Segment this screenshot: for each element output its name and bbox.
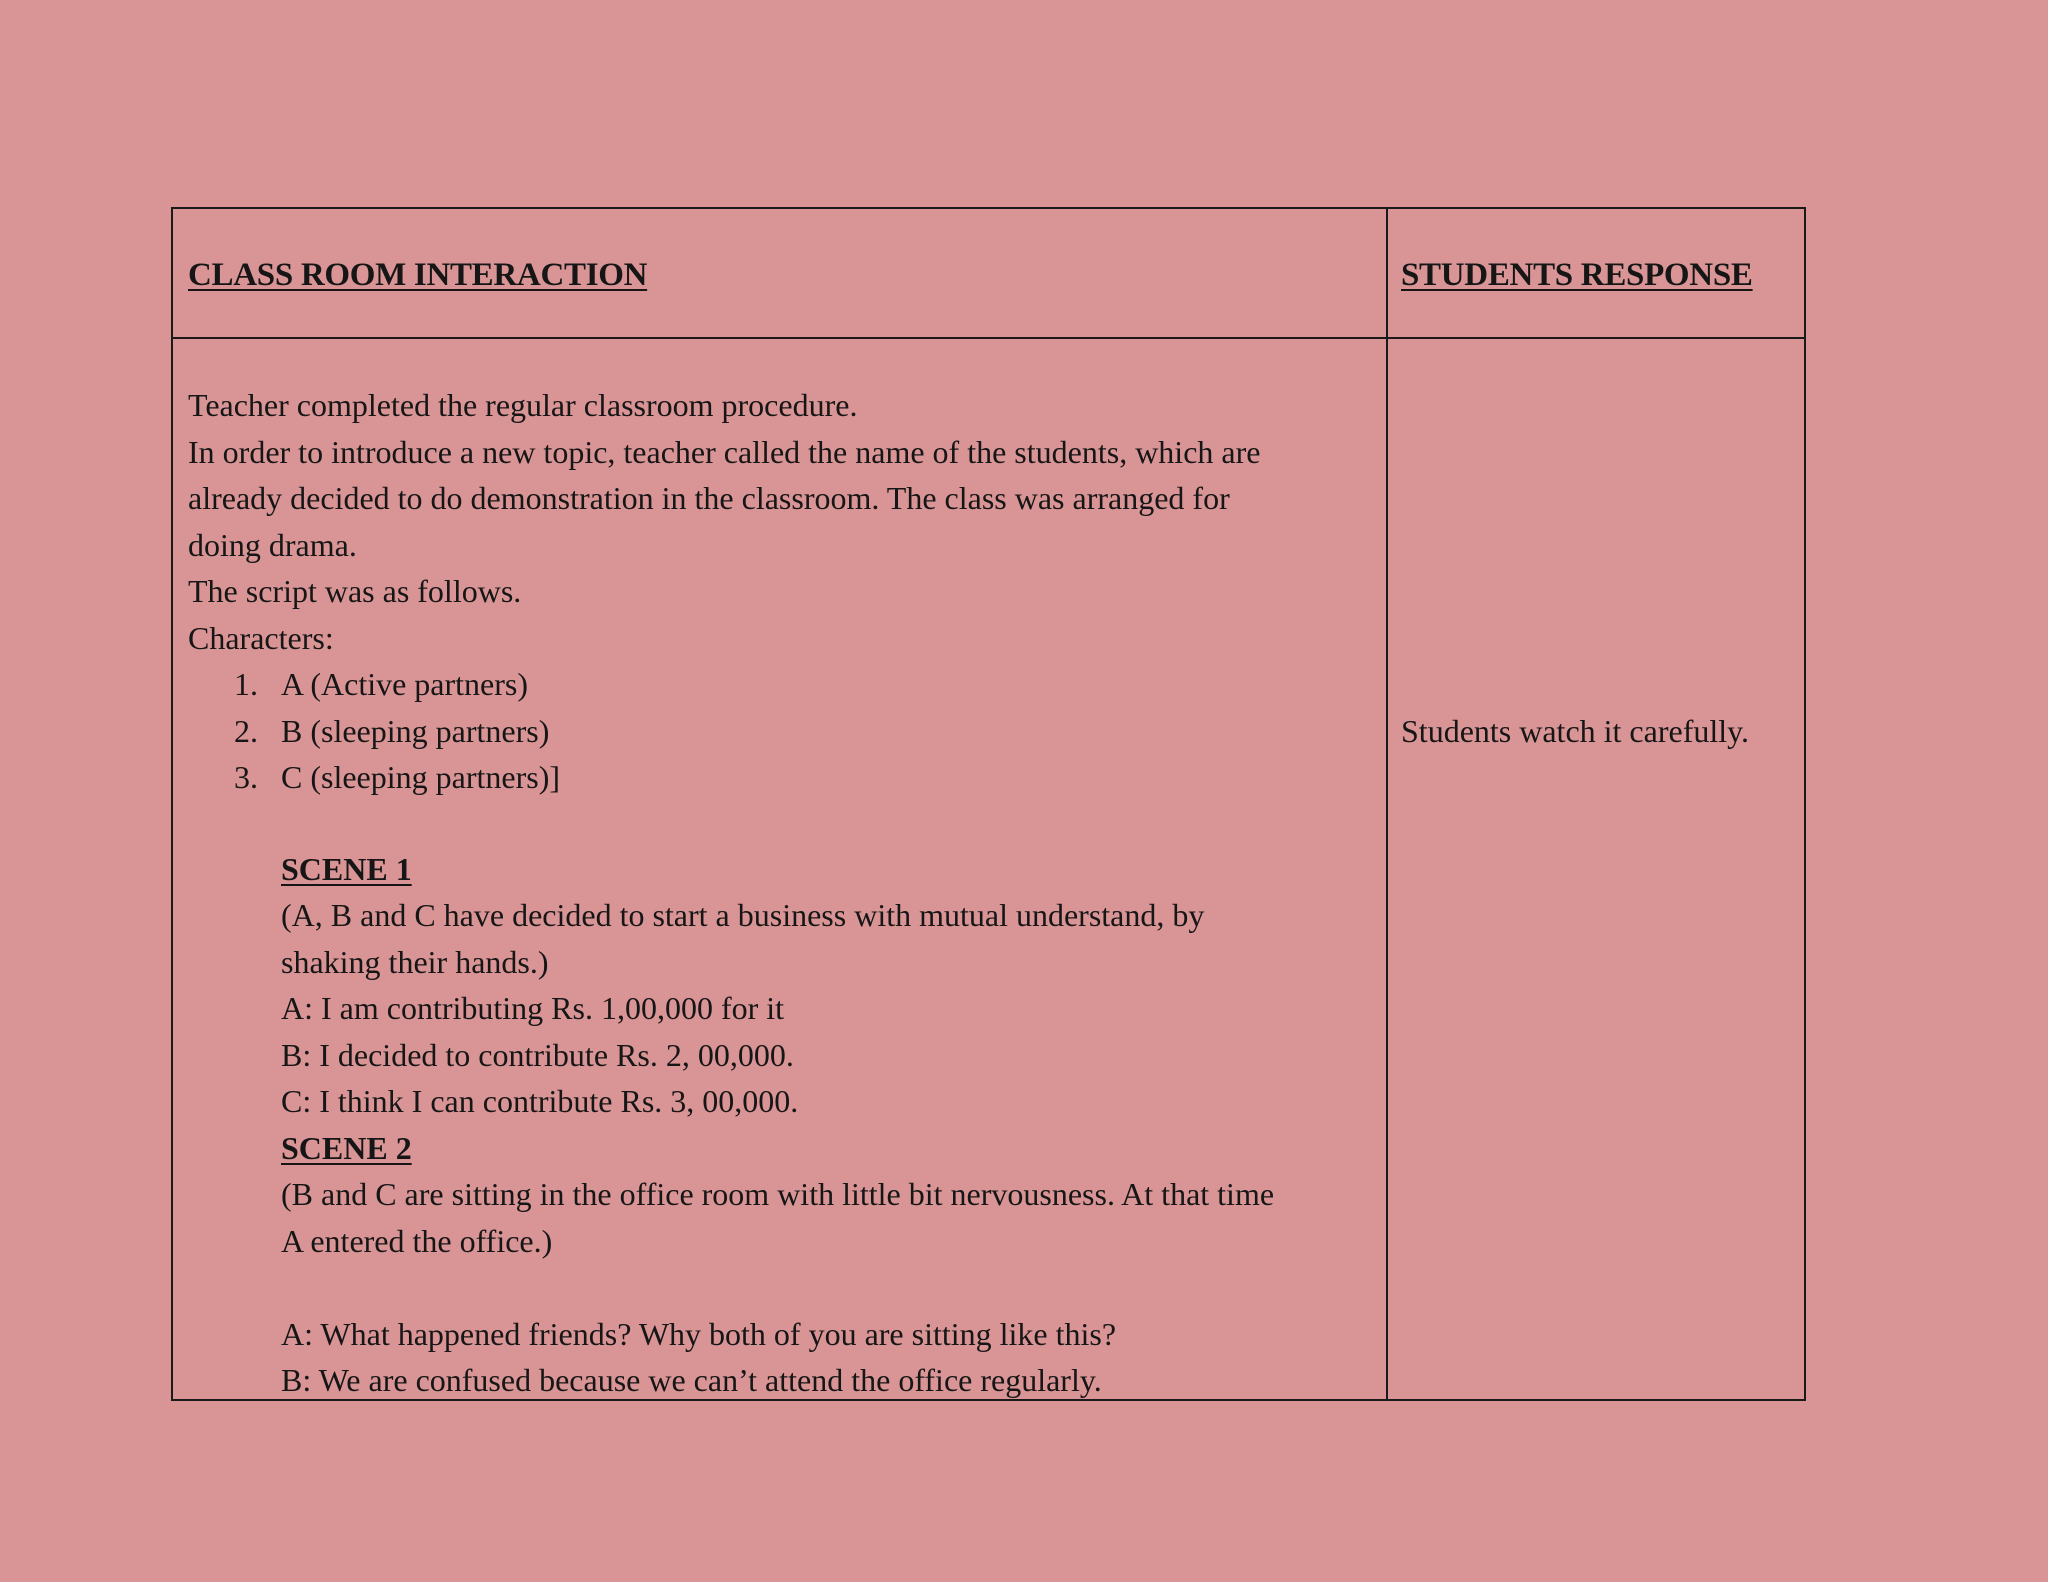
list-item — [234, 708, 1378, 755]
intro-line: already decided to do demonstration in the classroom. The class was arranged for — [188, 480, 1230, 516]
header-divider — [173, 337, 1804, 339]
spacer — [281, 801, 1378, 846]
list-number: 1. — [234, 666, 258, 702]
dialogue-line: A: What happened friends? Why both of you are sitting like this? — [281, 1315, 1117, 1352]
list-number: 3. — [234, 759, 258, 795]
list-text: B (sleeping partners) — [281, 712, 550, 749]
header-classroom-interaction: CLASS ROOM INTERACTION — [188, 257, 648, 293]
characters-list — [188, 661, 1378, 801]
intro-line: The script was as follows. — [188, 573, 522, 609]
intro-line: doing drama. — [188, 526, 357, 563]
scene-line: (A, B and C have decided to start a business with mutual understand, by — [281, 897, 1205, 933]
intro-line: Characters: — [188, 619, 334, 656]
list-text: C (sleeping partners)] — [281, 759, 561, 795]
scene-line: C: I think I can contribute Rs. 3, 00,000. — [281, 1083, 799, 1119]
scene-block — [188, 801, 1378, 1404]
scene-1-title: SCENE 1 — [281, 850, 412, 887]
intro-line: Teacher completed the regular classroom procedure. — [188, 387, 858, 423]
list-text: A (Active partners) — [281, 666, 529, 702]
dialogue-line: B: We are confused because we can’t attend the office regularly. — [281, 1362, 1102, 1398]
scene-2-title: SCENE 2 — [281, 1129, 412, 1166]
header-students-response: STUDENTS RESPONSE — [1401, 257, 1753, 293]
interaction-table — [171, 207, 1806, 1401]
spacer — [281, 1264, 1378, 1311]
column-divider — [1386, 209, 1388, 1399]
list-item — [234, 661, 1378, 708]
students-response-text: Students watch it carefully. — [1401, 713, 1750, 749]
list-item — [234, 754, 1378, 801]
scene-line: shaking their hands.) — [281, 943, 549, 980]
intro-line: In order to introduce a new topic, teacher called the name of the students, which are — [188, 433, 1261, 470]
scene-line: A: I am contributing Rs. 1,00,000 for it — [281, 990, 785, 1026]
scene-line: B: I decided to contribute Rs. 2, 00,000. — [281, 1036, 794, 1073]
list-number: 2. — [234, 712, 258, 749]
scene-line: (B and C are sitting in the office room with little bit nervousness. At that time — [281, 1176, 1275, 1212]
interaction-cell — [188, 382, 1378, 1404]
scene-line: A entered the office.) — [281, 1222, 553, 1259]
